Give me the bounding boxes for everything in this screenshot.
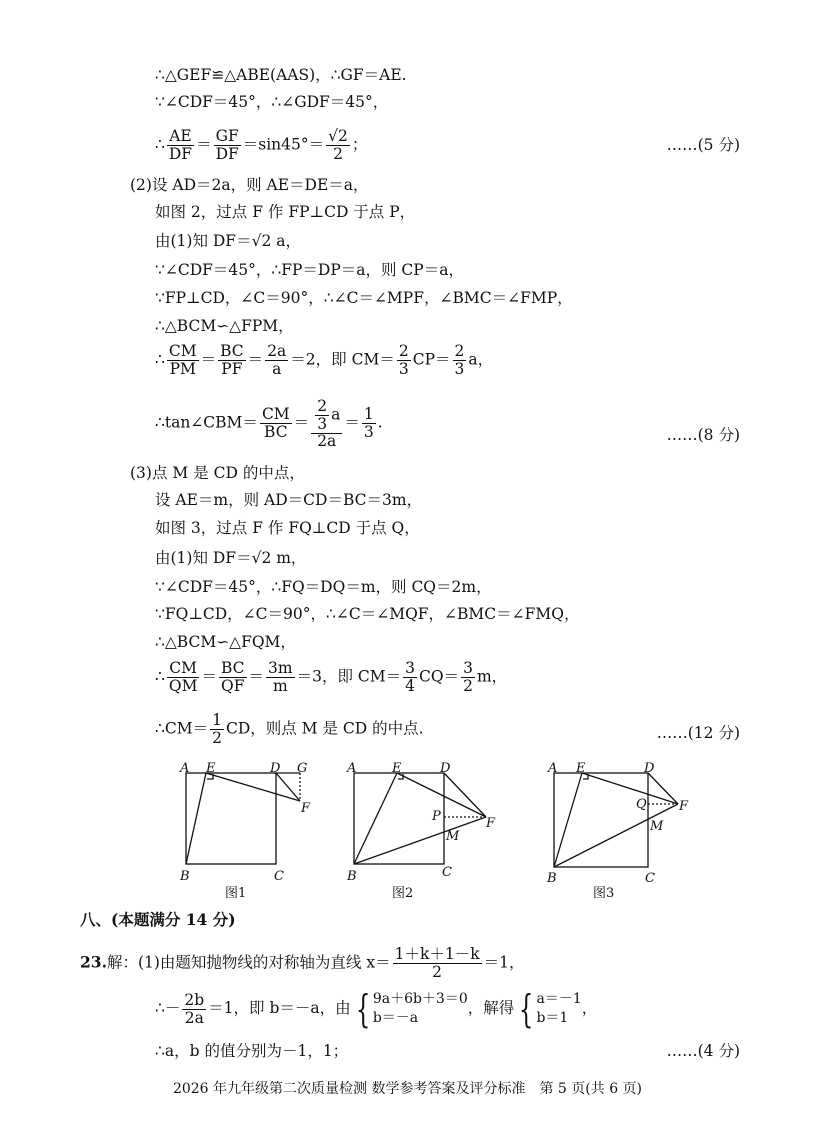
fig3-label-d: D (644, 761, 655, 776)
page-footer: 2026 年九年级第二次质量检测 数学参考答案及评分标准 第 5 页(共 6 页) (172, 1081, 643, 1097)
line-angle-gdf: ∵∠CDF＝45°，∴∠GDF＝45°， (155, 93, 389, 111)
fig3-caption: 图3 (593, 886, 615, 901)
line-fq-dq: ∵∠CDF＝45°，∴FQ＝DQ＝m，则 CQ＝2m， (155, 578, 492, 596)
fig3-label-e: E (576, 761, 586, 776)
formula-midpoint: ∴CM＝ $\frac{1}{2}$ CD，则点 M 是 CD 的中点. (155, 711, 424, 747)
score-8: ……(8 分) (666, 426, 740, 444)
fig3-label-c: C (645, 871, 655, 886)
line-similar-1: ∴△BCM∽△FPM， (155, 317, 294, 335)
fig1-label-d: D (270, 761, 281, 776)
fig3-label-m: M (650, 819, 664, 834)
fig1-label-e: E (206, 761, 216, 776)
fig2-label-c: C (442, 865, 452, 880)
formula-sin45: ∴ $\frac{AE}{DF}$ ＝ $\frac{GF}{DF}$ ＝sin45°＝ $\frac{√2}{2}$ ； (155, 127, 368, 163)
q23-part1: 23.解：(1)由题知抛物线的对称轴为直线 x＝ $\frac{1+k+1-k}{2}$ ＝1， (80, 945, 525, 981)
score-12: ……(12 分) (656, 724, 740, 742)
line-df-m: 由(1)知 DF＝√2 m， (155, 549, 307, 567)
fig2-label-d: D (440, 761, 451, 776)
section-8-header: 八、(本题满分 14 分) (80, 910, 236, 929)
line-part2-setup: (2)设 AD＝2a，则 AE＝DE＝a， (130, 176, 369, 194)
line-fig3-construct: 如图 3，过点 F 作 FQ⊥CD 于点 Q， (155, 519, 420, 537)
line-part3-setup: 设 AE＝m，则 AD＝CD＝BC＝3m， (155, 491, 423, 509)
figure-labels (179, 761, 689, 901)
line-angles-equal: ∵FP⊥CD，∠C＝90°，∴∠C＝∠MPF，∠BMC＝∠FMP， (155, 289, 573, 307)
line-angles-equal-2: ∵FQ⊥CD，∠C＝90°，∴∠C＝∠MQF，∠BMC＝∠FMQ， (155, 605, 580, 623)
fig1-label-c: C (274, 869, 284, 884)
formula-solve-system: ∴－ $\frac{2b}{2a}$ ＝1，即 b＝－a，由 { 9a＋6b＋3＝0 b＝－a ，解得 { a＝－1 b＝1 ， (155, 987, 598, 1031)
fig2-label-f: F (486, 816, 496, 831)
line-ab-values: ∴a，b 的值分别为－1，1； (155, 1042, 349, 1060)
score-5: ……(5 分) (666, 136, 740, 154)
line-similar-2: ∴△BCM∽△FQM， (155, 633, 296, 651)
fig1-label-a: A (180, 761, 190, 776)
fig1-label-f: F (301, 801, 311, 816)
fig3-label-a: A (548, 761, 558, 776)
formula-ratio-3: ∴ $\frac{CM}{QM}$ ＝ $\frac{BC}{QF}$ ＝ $\frac{3m}{m}$ ＝3，即 CM＝ $\frac{3}{4}$ CQ＝ $\frac{3}{2}$ m， (155, 659, 508, 695)
fig2-caption: 图2 (392, 886, 414, 901)
line-fp-dp: ∵∠CDF＝45°，∴FP＝DP＝a，则 CP＝a， (155, 261, 464, 279)
fig3-label-f: F (679, 799, 689, 814)
fig1-label-g: G (297, 761, 308, 776)
formula-tan: ∴tan∠CBM＝ $\frac{CM}{BC}$ ＝ $\frac{2}{3}$ a 2a ＝ $\frac{1}{3}$ . (155, 397, 383, 450)
fig2-label-e: E (392, 761, 402, 776)
figure-2 (354, 773, 486, 864)
fig2-label-a: A (347, 761, 357, 776)
fig3-label-b: B (547, 871, 557, 886)
fig1-label-b: B (180, 869, 190, 884)
formula-ratio-2: ∴ $\frac{CM}{PM}$ ＝ $\frac{BC}{PF}$ ＝ $\frac{2a}{a}$ ＝2，即 CM＝ $\frac{2}{3}$ CP＝ $\frac{2}{3}$ a， (155, 342, 494, 378)
line-part3-claim: (3)点 M 是 CD 的中点， (130, 464, 305, 482)
fig2-label-m: M (446, 829, 460, 844)
line-fig2-construct: 如图 2，过点 F 作 FP⊥CD 于点 P， (155, 203, 416, 221)
geometry-figures (170, 758, 710, 908)
figure-1 (186, 773, 300, 864)
line-gef-congruent: ∴△GEF≌△ABE(AAS)，∴GF＝AE. (155, 66, 407, 84)
fig3-label-q: Q (636, 797, 647, 812)
fig2-label-b: B (347, 869, 357, 884)
fig1-caption: 图1 (225, 886, 247, 901)
fig2-label-p: P (432, 809, 441, 824)
line-df-value: 由(1)知 DF＝√2 a， (155, 232, 301, 250)
score-4: ……(4 分) (666, 1042, 740, 1060)
